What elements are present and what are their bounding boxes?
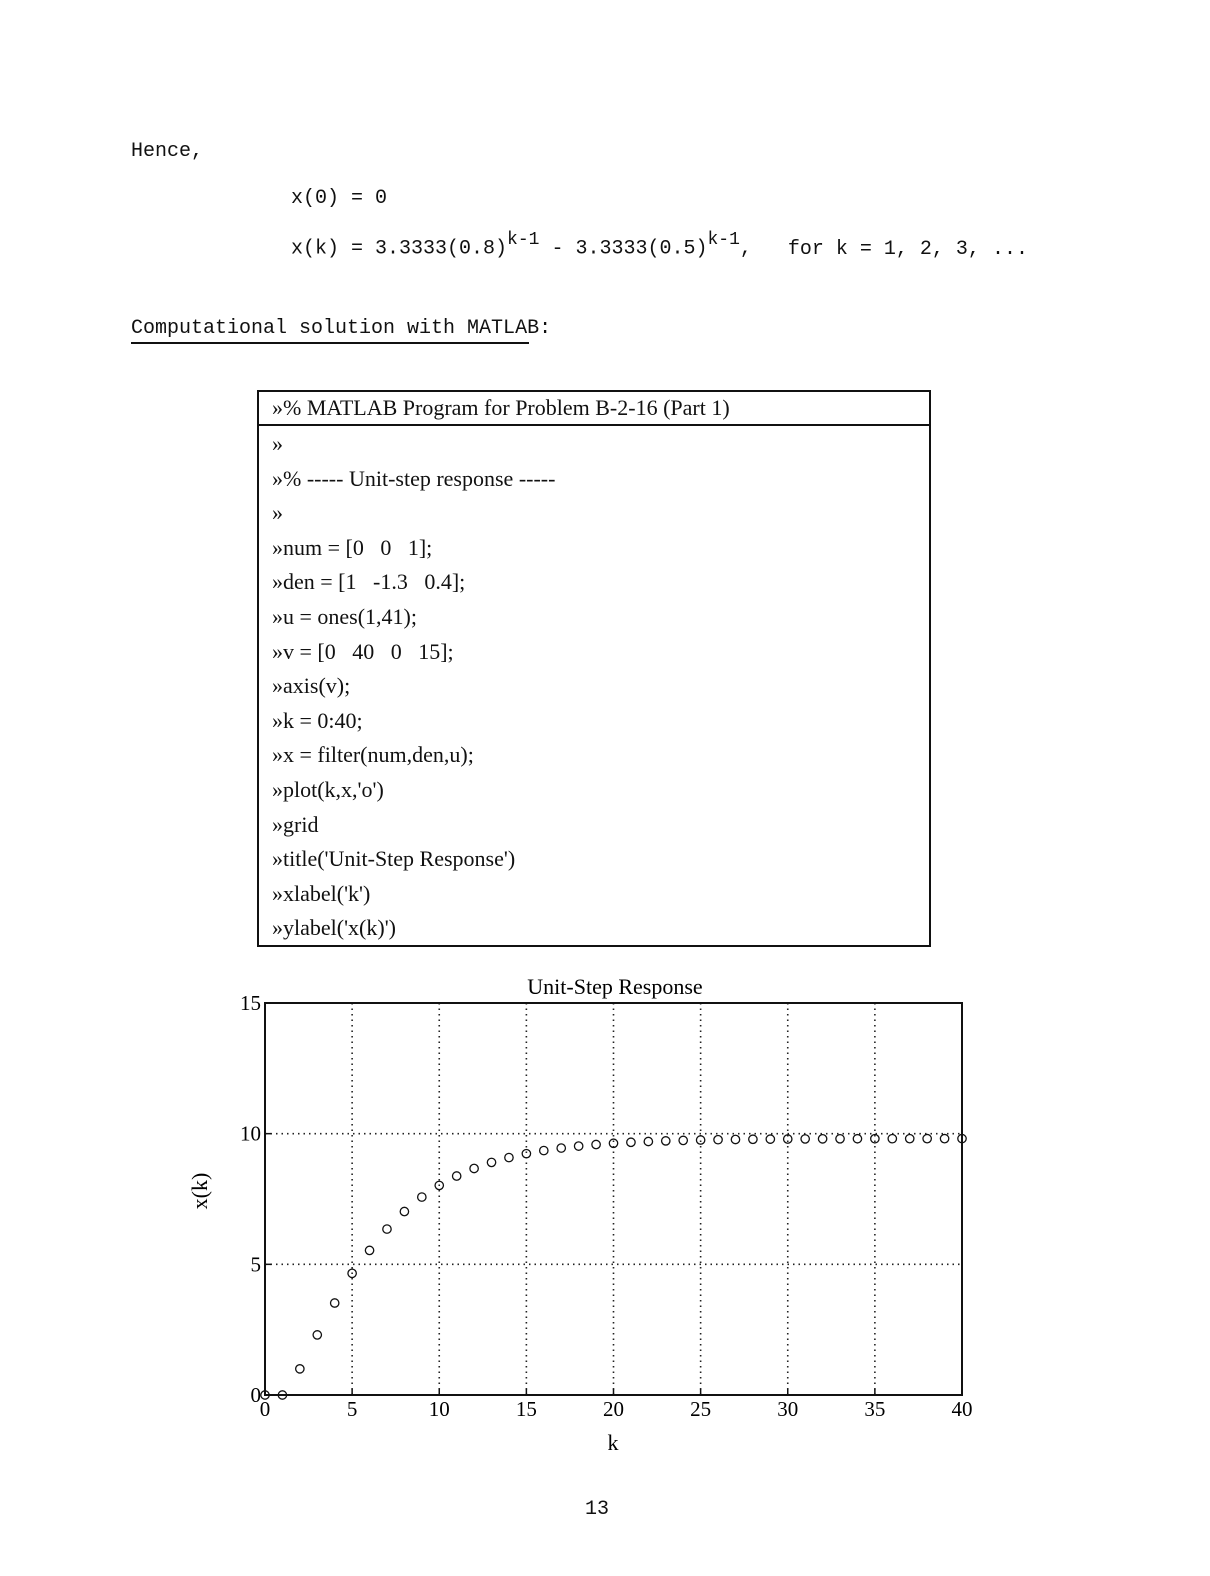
code-line: »num = [0 0 1]; — [272, 534, 433, 560]
x-tick-label: 5 — [346, 1397, 358, 1421]
y-axis-label: x(k) — [187, 1172, 212, 1210]
code-lines — [259, 426, 929, 946]
x-tick-label: 15 — [515, 1397, 537, 1421]
data-point — [679, 1136, 687, 1144]
code-line: » — [272, 500, 283, 526]
x-tick-label: 0 — [259, 1397, 271, 1421]
code-line: »title('Unit-Step Response') — [272, 846, 516, 872]
data-point — [557, 1144, 565, 1152]
code-line: »xlabel('k') — [272, 880, 371, 906]
y-tick-label: 15 — [240, 991, 261, 1015]
data-point — [574, 1142, 582, 1150]
data-point — [801, 1135, 809, 1143]
x-tick-label: 35 — [864, 1397, 886, 1421]
equation-xk-part2: - 3.3333(0.5) — [539, 237, 708, 261]
equation-xk — [291, 232, 1028, 261]
code-line: »u = ones(1,41); — [272, 603, 417, 629]
data-point — [940, 1134, 948, 1142]
y-tick-label: 5 — [250, 1252, 261, 1277]
data-point — [418, 1193, 426, 1201]
data-point — [888, 1134, 896, 1142]
data-point — [853, 1135, 861, 1143]
code-line: »axis(v); — [272, 673, 351, 699]
x-tick-label: 40 — [951, 1397, 973, 1421]
data-point — [313, 1331, 321, 1339]
data-point — [818, 1135, 826, 1143]
equation-x0: x(0) = 0 — [291, 187, 388, 210]
data-point — [505, 1153, 513, 1161]
data-point — [627, 1138, 635, 1146]
equation-xk-exponent1: k-1 — [507, 230, 540, 250]
equation-xk-part3: , — [739, 237, 752, 261]
data-point — [592, 1140, 600, 1148]
data-point — [766, 1135, 774, 1143]
data-point — [644, 1137, 652, 1145]
data-point — [923, 1134, 931, 1142]
code-line: »plot(k,x,'o') — [272, 776, 384, 802]
data-point — [662, 1137, 670, 1145]
data-point — [470, 1164, 478, 1172]
data-point — [487, 1158, 495, 1166]
data-point — [906, 1134, 914, 1142]
code-line: »ylabel('x(k)') — [272, 915, 396, 941]
code-line: » — [272, 431, 283, 456]
equation-xk-range: for k = 1, 2, 3, ... — [787, 237, 1028, 261]
data-point — [696, 1136, 704, 1144]
data-point — [731, 1135, 739, 1143]
heading-underline — [131, 342, 529, 344]
data-point — [836, 1135, 844, 1143]
code-line: »den = [1 -1.3 0.4]; — [272, 569, 466, 595]
code-box-header: »% MATLAB Program for Problem B-2-16 (Part 1) — [259, 392, 929, 426]
unit-step-response-chart — [170, 965, 1010, 1465]
chart-ticks — [240, 991, 973, 1421]
x-axis-label: k — [607, 1430, 619, 1455]
code-line: »v = [0 40 0 15]; — [272, 638, 454, 664]
code-line: »grid — [272, 811, 319, 837]
x-tick-label: 10 — [428, 1397, 450, 1421]
x-tick-label: 25 — [690, 1397, 712, 1421]
code-line: »k = 0:40; — [272, 707, 363, 733]
matlab-code-box — [257, 390, 931, 947]
data-point — [522, 1149, 530, 1157]
y-tick-label: 0 — [250, 1383, 261, 1407]
data-point — [452, 1172, 460, 1180]
x-tick-label: 30 — [777, 1397, 799, 1421]
equation-xk-exponent2: k-1 — [707, 230, 740, 250]
chart-title: Unit-Step Response — [527, 974, 703, 999]
x-tick-label: 20 — [603, 1397, 624, 1421]
data-point — [714, 1136, 722, 1144]
y-tick-label: 10 — [240, 1121, 261, 1146]
hence-text: Hence, — [131, 140, 204, 163]
data-point — [365, 1246, 373, 1254]
section-heading: Computational solution with MATLAB: — [131, 317, 552, 340]
data-point — [400, 1207, 408, 1215]
data-point — [749, 1135, 757, 1143]
data-point — [296, 1365, 304, 1373]
page-number: 13 — [584, 1498, 609, 1521]
data-point — [331, 1299, 339, 1307]
code-line: »x = filter(num,den,u); — [272, 742, 474, 768]
code-line: »% ----- Unit-step response ----- — [272, 465, 556, 491]
data-point — [540, 1146, 548, 1154]
data-point — [383, 1225, 391, 1233]
equation-xk-part1: x(k) = 3.3333(0.8) — [291, 237, 508, 261]
chart-grid — [265, 1003, 962, 1395]
plot-area-frame — [265, 1003, 962, 1395]
